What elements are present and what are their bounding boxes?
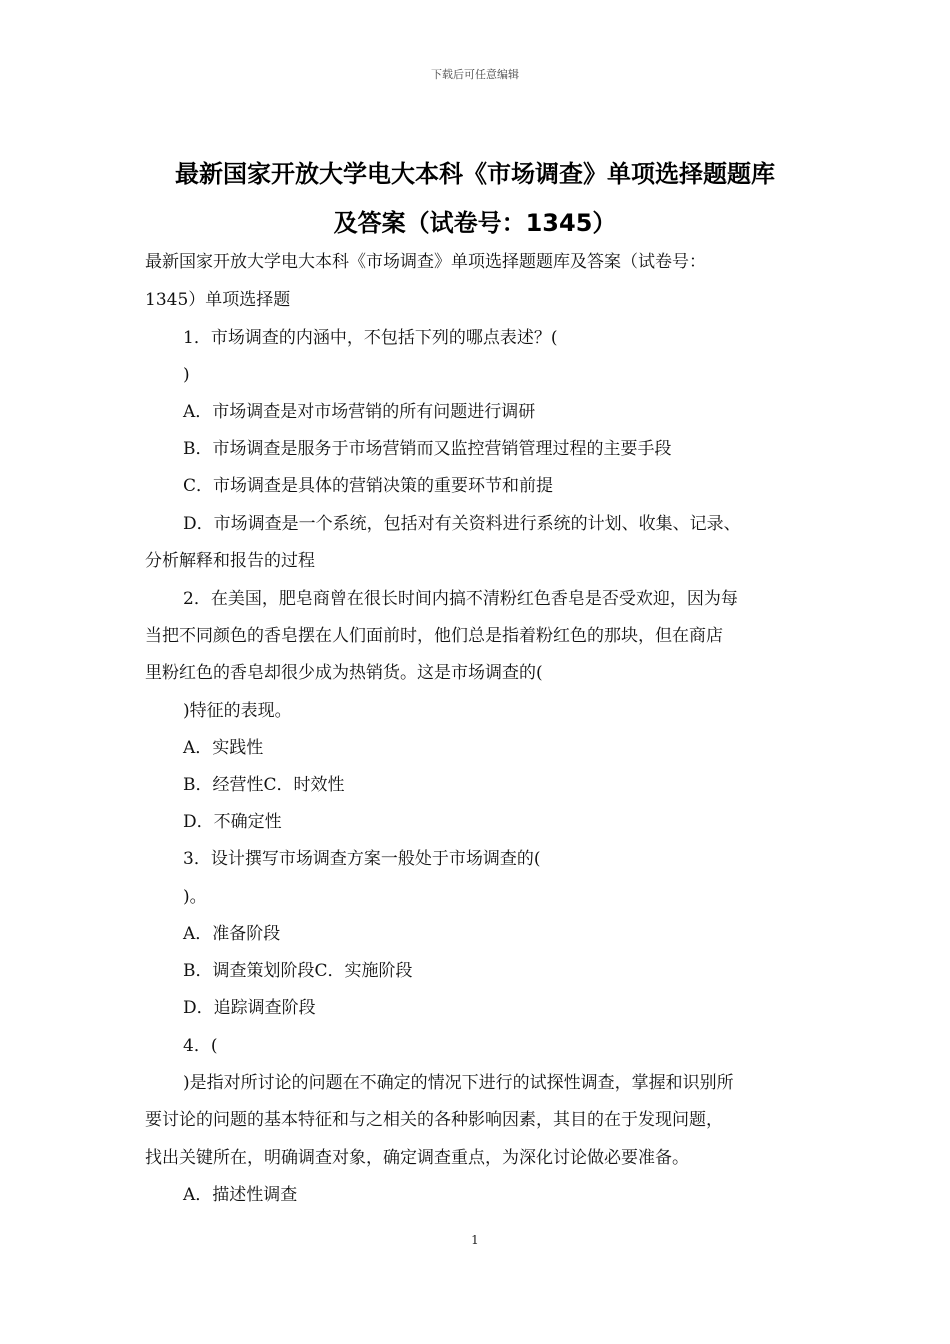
document-title-line-2: 及答案（试卷号：1345） xyxy=(333,209,617,237)
question-1-option-a: A．市场调查是对市场营销的所有问题进行调研 xyxy=(183,402,536,422)
question-2-stem-cont-3: )特征的表现。 xyxy=(183,701,292,721)
question-3-option-d: D．追踪调查阶段 xyxy=(183,998,316,1018)
question-1-stem-cont: ) xyxy=(183,365,190,385)
question-2-stem: 2．在美国，肥皂商曾在很长时间内搞不清粉红色香皂是否受欢迎，因为每 xyxy=(183,589,738,609)
question-2-stem-cont-1: 当把不同颜色的香皂摆在人们面前时，他们总是指着粉红色的那块，但在商店 xyxy=(145,626,723,646)
question-3-option-b-c: B．调查策划阶段C．实施阶段 xyxy=(183,961,413,981)
document-title-line-1: 最新国家开放大学电大本科《市场调查》单项选择题题库 xyxy=(175,160,775,188)
question-1-option-c: C．市场调查是具体的营销决策的重要环节和前提 xyxy=(183,476,554,496)
question-1-stem: 1．市场调查的内涵中，不包括下列的哪点表述？( xyxy=(183,328,558,348)
intro-line-1: 最新国家开放大学电大本科《市场调查》单项选择题题库及答案（试卷号： xyxy=(145,252,706,272)
question-3-stem: 3．设计撰写市场调查方案一般处于市场调查的( xyxy=(183,849,541,869)
question-4-stem-cont-3: 找出关键所在，明确调查对象，确定调查重点，为深化讨论做必要准备。 xyxy=(145,1148,689,1168)
question-1-option-d: D．市场调查是一个系统，包括对有关资料进行系统的计划、收集、记录、 xyxy=(183,514,741,534)
question-4-option-a: A．描述性调查 xyxy=(183,1185,298,1205)
question-3-option-a: A．准备阶段 xyxy=(183,924,281,944)
question-2-option-a: A．实践性 xyxy=(183,738,264,758)
intro-line-2: 1345）单项选择题 xyxy=(145,290,291,310)
question-4-stem-cont-2: 要讨论的问题的基本特征和与之相关的各种影响因素，其目的在于发现问题， xyxy=(145,1110,723,1130)
question-2-option-d: D．不确定性 xyxy=(183,812,282,832)
page-number: 1 xyxy=(471,1233,479,1247)
question-1-option-d-cont: 分析解释和报告的过程 xyxy=(145,551,315,571)
question-2-stem-cont-2: 里粉红色的香皂却很少成为热销货。这是市场调查的( xyxy=(145,663,543,683)
question-4-stem-cont-1: )是指对所讨论的问题在不确定的情况下进行的试探性调查，掌握和识别所 xyxy=(183,1073,734,1093)
question-2-option-b-c: B．经营性C．时效性 xyxy=(183,775,345,795)
question-1-option-b: B．市场调查是服务于市场营销而又监控营销管理过程的主要手段 xyxy=(183,439,672,459)
question-3-stem-cont: )。 xyxy=(183,887,207,907)
header-note: 下载后可任意编辑 xyxy=(431,68,519,81)
question-4-stem: 4．( xyxy=(183,1036,218,1056)
